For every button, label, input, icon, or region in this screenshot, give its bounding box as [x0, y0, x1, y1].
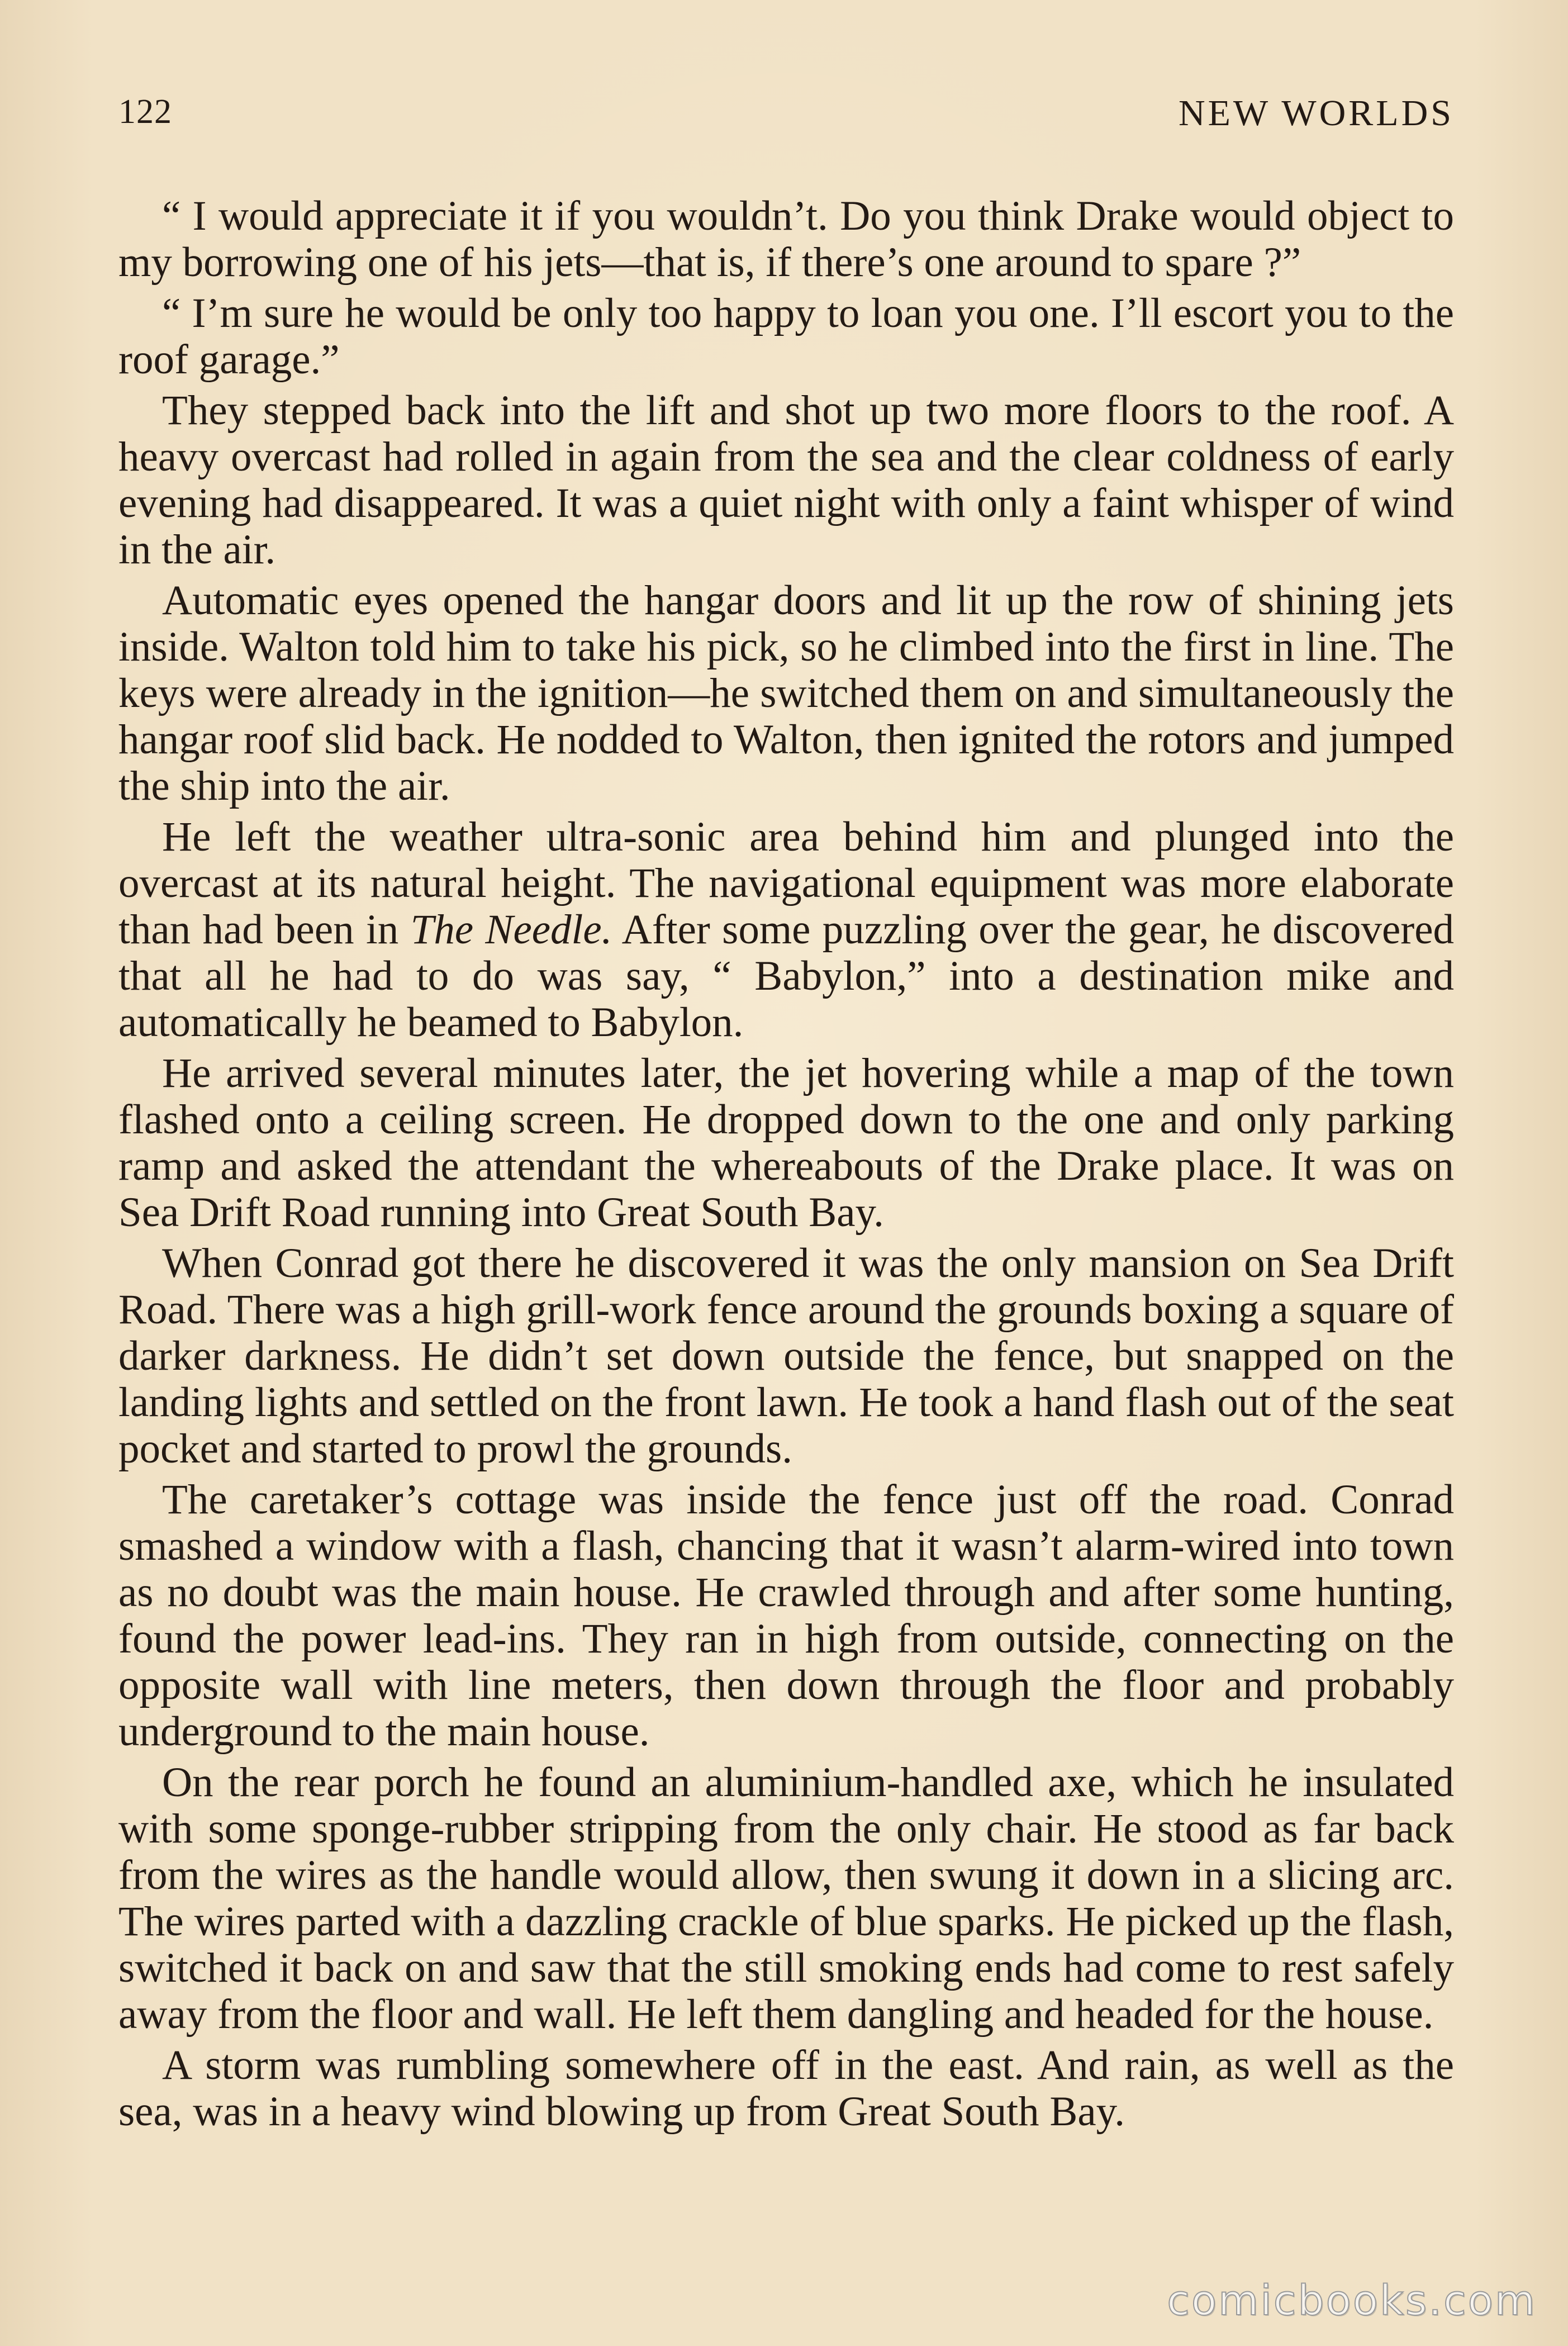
paragraph-text: After some puzzling over the gear, he discovered that all he had to do was say, “ Babylon,” into a destination mike and automatically he beamed to Babylon. [118, 906, 1454, 1046]
watermark: comicbooks.com [1167, 2277, 1537, 2325]
running-head [118, 92, 1454, 143]
paragraph-text: He left the weather ultra-sonic area behind him and plunged into the overcast at its natural height. The navigational equipment was more elaborate than had been in [118, 814, 1454, 953]
paragraph: When Conrad got there he discovered it was the only mansion on Sea Drift Road. There was a high grill-work fence around the grounds boxing a square of darker darkness. He didn’t set down outside the fence, but snapped on the landing lights and settled on the front lawn. He took a hand flash out of the seat pocket and started to prowl the grounds. [118, 1240, 1454, 1472]
paragraph: Automatic eyes opened the hangar doors and lit up the row of shining jets inside. Walton told him to take his pick, so he climbed into the first in line. The keys were already in the ignition—he switched them on and simultaneously the hangar roof slid back. He nodded to Walton, then ignited the rotors and jumped the ship into the air. [118, 577, 1454, 809]
paragraph: On the rear porch he found an aluminium-handled axe, which he insulated with some sponge-rubber stripping from the only chair. He stood as far back from the wires as the handle would allow, then swung it down in a slicing arc. The wires parted with a dazzling crackle of blue sparks. He picked up the flash, switched it back on and saw that the still smoking ends had come to rest safely away from the floor and wall. He left them dangling and headed for the house. [118, 1759, 1454, 2038]
paragraph: “ I would appreciate it if you wouldn’t. Do you think Drake would object to my borrowing one of his jets—that is, if there’s one around to spare ?” [118, 193, 1454, 286]
running-title: NEW WORLDS [1178, 93, 1454, 134]
paragraph [118, 814, 1454, 1046]
paragraph: A storm was rumbling somewhere off in the east. And rain, as well as the sea, was in a heavy wind blowing up from Great South Bay. [118, 2042, 1454, 2135]
ship-name: The Needle. [410, 906, 612, 953]
paragraph: “ I’m sure he would be only too happy to loan you one. I’ll escort you to the roof garage.” [118, 290, 1454, 383]
paragraph: The caretaker’s cottage was inside the fence just off the road. Conrad smashed a window with a flash, chancing that it wasn’t alarm-wired into town as no doubt was the main house. He crawled through and after some hunting, found the power lead-ins. They ran in high from outside, connecting on the opposite wall with line meters, then down through the floor and probably underground to the main house. [118, 1476, 1454, 1755]
paragraph: They stepped back into the lift and shot up two more floors to the roof. A heavy overcast had rolled in again from the sea and the clear coldness of early evening had disappeared. It was a quiet night with only a faint whisper of wind in the air. [118, 387, 1454, 573]
story-text [118, 193, 1454, 2135]
paragraph: He arrived several minutes later, the jet hovering while a map of the town flashed onto a ceiling screen. He dropped down to the one and only parking ramp and asked the attendant the whereabouts of the Drake place. It was on Sea Drift Road running into Great South Bay. [118, 1050, 1454, 1236]
page-number: 122 [118, 93, 172, 131]
